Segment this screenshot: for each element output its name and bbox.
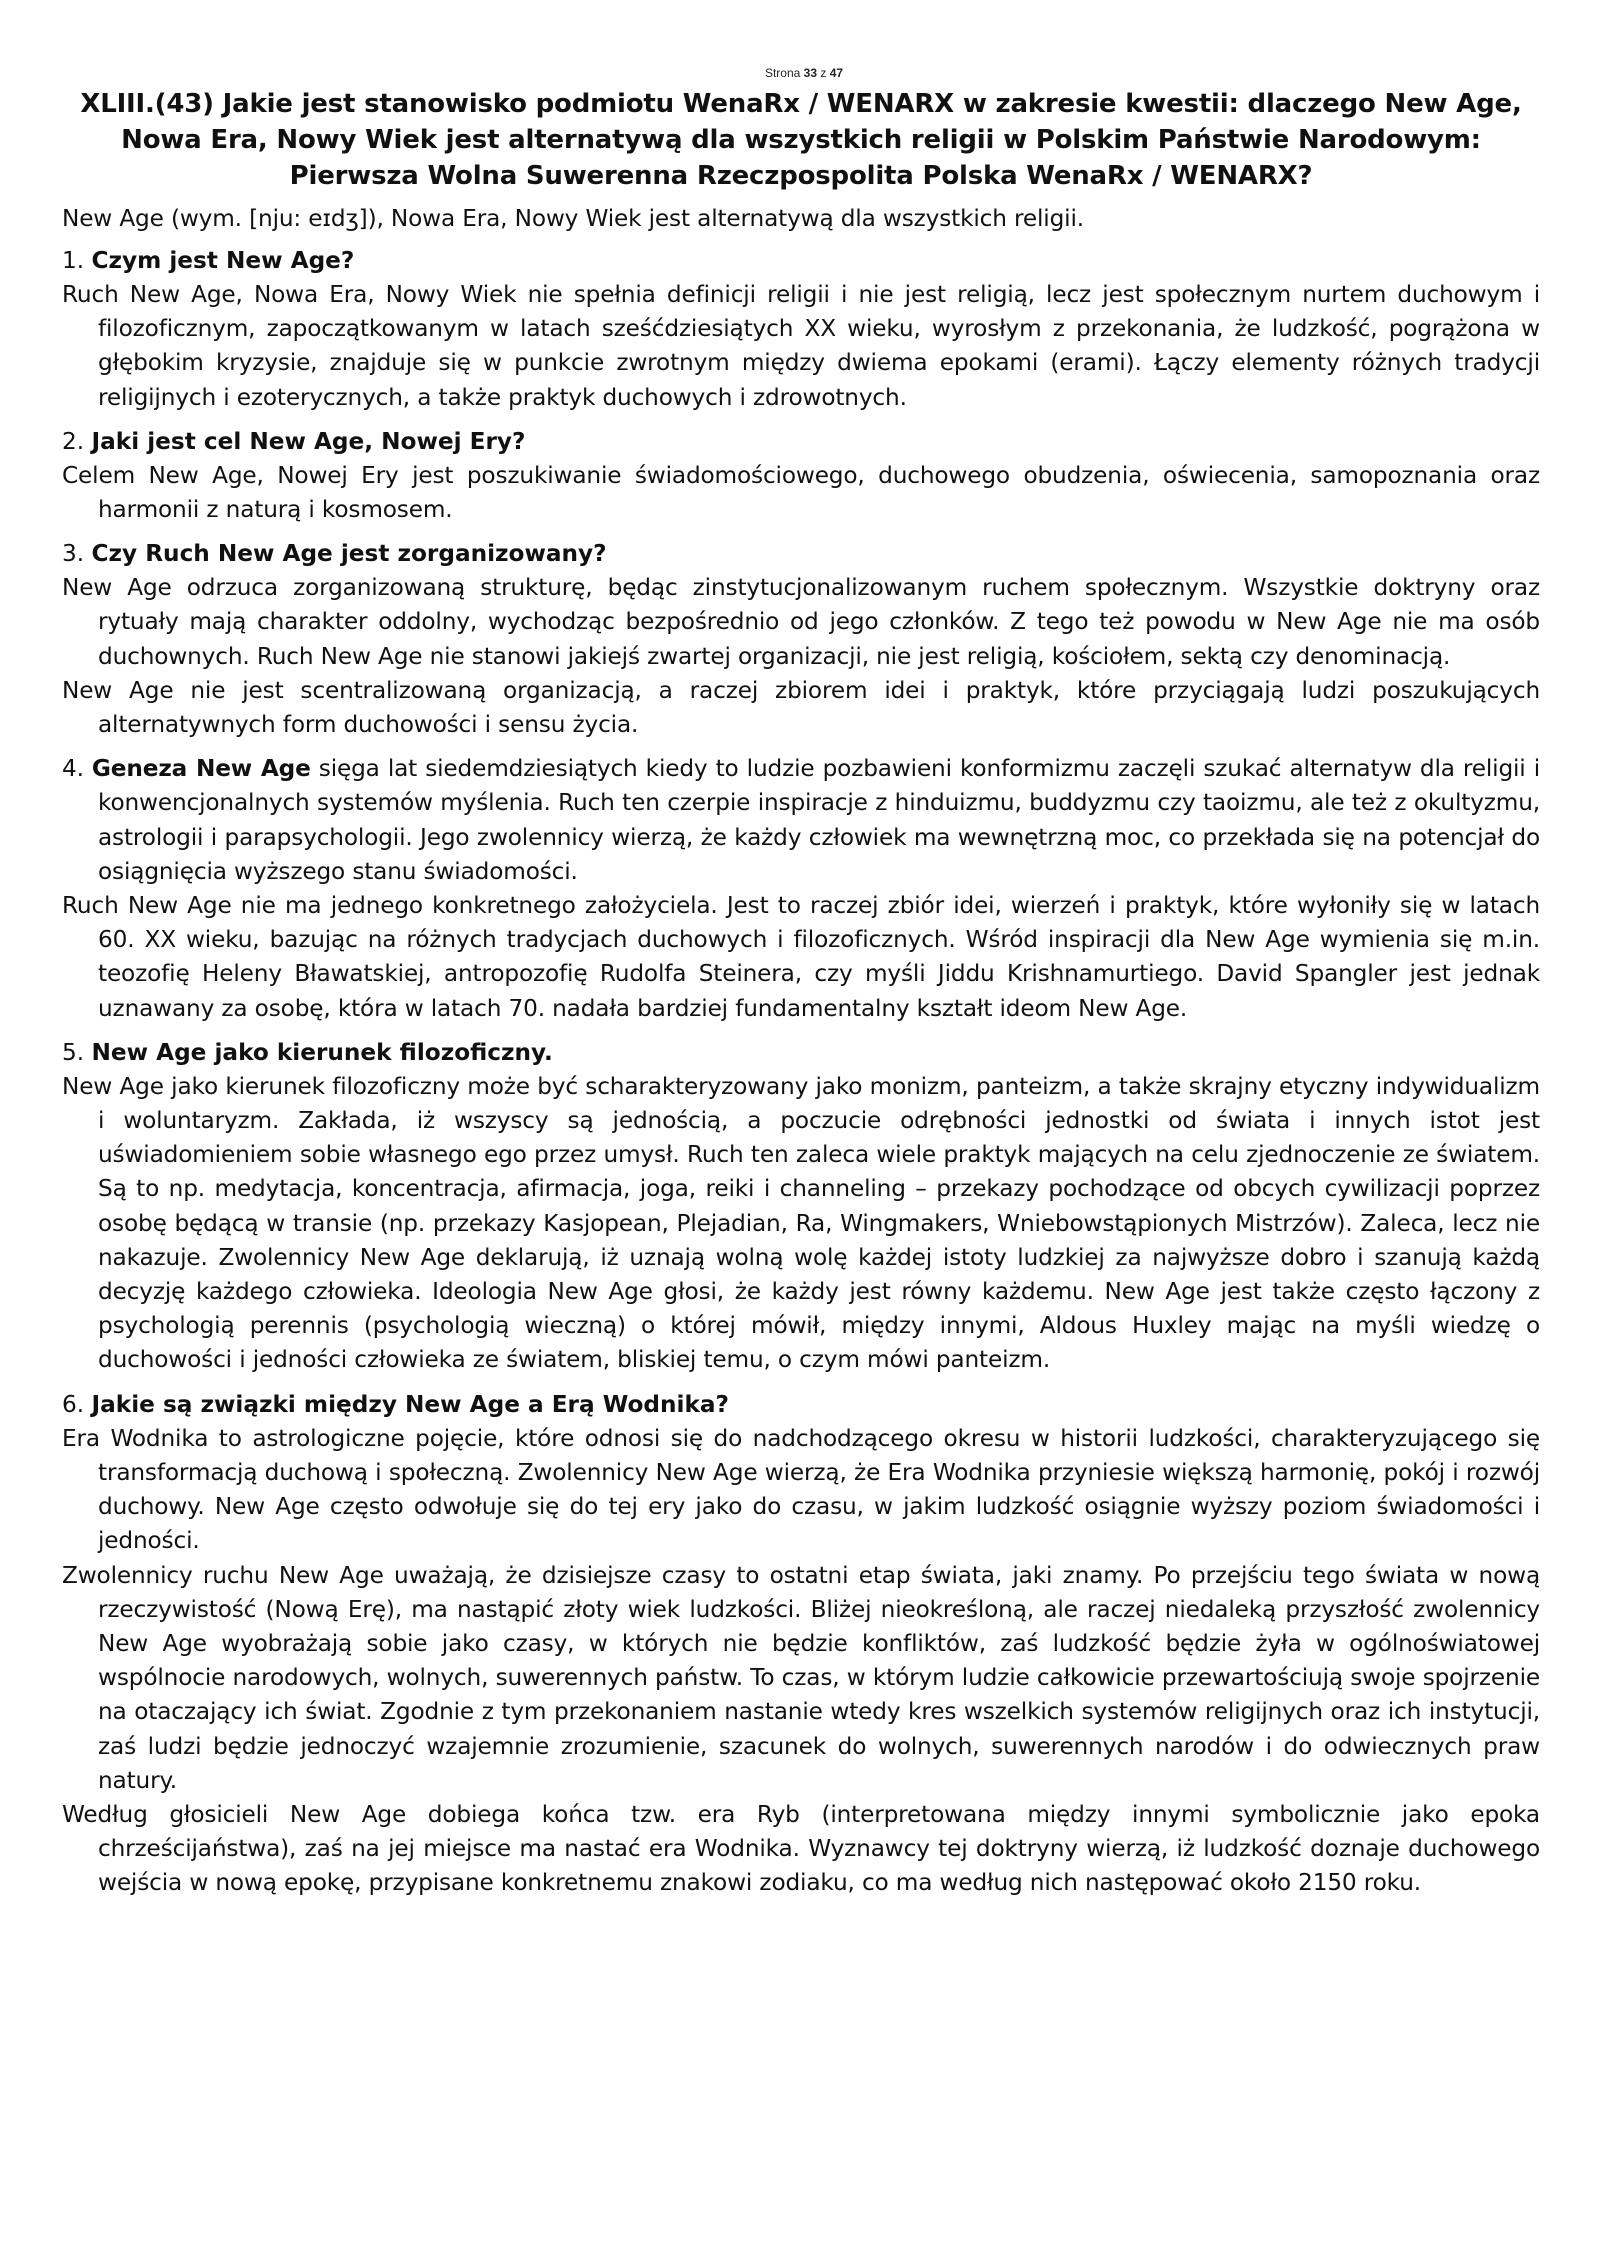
section-lead-paragraph bbox=[62, 752, 1540, 889]
section-6 bbox=[62, 1388, 1540, 1901]
section-number: 6. bbox=[62, 1390, 85, 1418]
section-number: 1. bbox=[62, 247, 85, 274]
paragraph: Zwolennicy ruchu New Age uważają, że dzisiejsze czasy to ostatni etap świata, jaki znamy. Po przejściu tego świata w nową rzeczywistość (Nową Erę), ma nastąpić złoty wiek ludzkości. Bliżej nieokreśloną, ale raczej niedaleką przyszłość zwolennicy New Age wyobrażają sobie jako czasy, w których nie będzie konfliktów, zaś ludzkość będzie żyła w ogólnoświatowej wspólnocie narodowych, wolnych, suwerennych państw. To czas, w którym ludzie całkowicie przewartościują swoje spojrzenie na otaczający ich świat. Zgodnie z tym przekonaniem nastanie wtedy kres wszelkich systemów religijnych oraz ich instytucji, zaś ludzi będzie jednoczyć wzajemnie zrozumienie, szacunek do wolnych, suwerennych narodów i do odwiecznych praw natury. bbox=[62, 1561, 1540, 1794]
section-heading-text: Czym jest New Age? bbox=[91, 247, 355, 274]
paragraph: Ruch New Age nie ma jednego konkretnego założyciela. Jest to raczej zbiór idei, wierzeń i praktyk, które wyłoniły się w latach 60. XX wieku, bazując na różnych tradycjach duchowych i filozoficznych. Wśród inspiracji dla New Age wymienia się m.in. teozofię Heleny Bławatskiej, antropozofię Rudolfa Steinera, czy myśli Jiddu Krishnamurtiego. David Spangler jest jednak uznawany za osobę, która w latach 70. nadała bardziej fundamentalny kształt ideom New Age. bbox=[62, 892, 1540, 1022]
section-number: 4. bbox=[62, 755, 84, 783]
section-heading bbox=[62, 425, 1540, 459]
intro-paragraph: New Age (wym. [nju: eɪdʒ]), Nowa Era, Nowy Wiek jest alternatywą dla wszystkich religii. bbox=[62, 205, 1084, 232]
section-3 bbox=[62, 537, 1540, 742]
section-heading bbox=[62, 244, 1540, 278]
paragraph: New Age odrzuca zorganizowaną strukturę, będąc zinstytucjonalizowanym ruchem społecznym. Wszystkie doktryny oraz rytuały mają charakter oddolny, wychodząc bezpośrednio od jego członków. Z tego też powodu w New Age nie ma osób duchownych. Ruch New Age nie stanowi jakiejś zwartej organizacji, nie jest religią, kościołem, sektą czy denominacją. bbox=[62, 574, 1540, 670]
paragraph: Celem New Age, Nowej Ery jest poszukiwanie świadomościowego, duchowego obudzenia, oświecenia, samopoznania oraz harmonii z naturą i kosmosem. bbox=[62, 461, 1540, 524]
paragraph: Według głosicieli New Age dobiega końca tzw. era Ryb (interpretowana między innymi symbolicznie jako epoka chrześcijaństwa), zaś na jej miejsce ma nastać era Wodnika. Wyznawcy tej doktryny wierzą, iż ludzkość doznaje duchowego wejścia w nową epokę, przypisane konkretnemu znakowi zodiaku, co ma według nich następować około 2150 roku. bbox=[62, 1800, 1540, 1897]
section-1 bbox=[62, 244, 1540, 415]
paragraph: New Age jako kierunek filozoficzny może być scharakteryzowany jako monizm, panteizm, a także skrajny etyczny indywidualizm i woluntaryzm. Zakłada, iż wszyscy są jednością, a poczucie odrębności jednostki od świata i innych istot jest uświadomieniem sobie własnego ego przez umysł. Ruch ten zaleca wiele praktyk mających na celu zjednoczenie ze światem. Są to np. medytacja, koncentracja, afirmacja, joga, reiki i channeling – przekazy pochodzące od obcych cywilizacji poprzez osobę będącą w transie (np. przekazy Kasjopean, Plejadian, Ra, Wingmakers, Wniebowstąpionych Mistrzów). Zaleca, lecz nie nakazuje. Zwolennicy New Age deklarują, iż uznają wolną wolę każdej istoty ludzkiej za najwyższe dobro i szanują każdą decyzję każdego człowieka. Ideologia New Age głosi, że każdy jest równy każdemu. New Age jest także często łączony z psychologią perennis (psychologią wieczną) o której mówił, między innymi, Aldous Huxley mając na myśli wiedzę o duchowości i jedności człowieka ze światem, bliskiej temu, o czym mówi panteizm. bbox=[62, 1072, 1540, 1374]
paragraph: Ruch New Age, Nowa Era, Nowy Wiek nie spełnia definicji religii i nie jest religią, lecz jest społecznym nurtem duchowym i filozoficznym, zapoczątkowanym w latach sześćdziesiątych XX wieku, wyrosłym z przekonania, że ludzkość, pogrążona w głębokim kryzysie, znajduje się w punkcie zwrotnym między dwiema epokami (erami). Łączy elementy różnych tradycji religijnych i ezoterycznych, a także praktyk duchowych i zdrowotnych. bbox=[62, 281, 1540, 411]
section-number: 2. bbox=[62, 427, 85, 455]
section-heading-text: Jaki jest cel New Age, Nowej Ery? bbox=[91, 427, 526, 455]
section-heading-text: New Age jako kierunek filozoficzny. bbox=[91, 1038, 553, 1066]
section-number: 5. bbox=[62, 1038, 85, 1066]
section-number: 3. bbox=[62, 540, 85, 568]
section-5 bbox=[62, 1036, 1540, 1378]
page-number-prefix: Strona bbox=[764, 66, 801, 80]
document-page bbox=[62, 66, 1540, 1911]
section-heading bbox=[62, 1036, 1540, 1070]
section-heading-text: Jakie są związki między New Age a Erą Wodnika? bbox=[91, 1390, 729, 1418]
section-4 bbox=[62, 752, 1540, 1026]
section-lead-text: sięga lat siedemdziesiątych kiedy to ludzie pozbawieni konformizmu zaczęli szukać alternatyw dla religii i konwencjonalnych systemów myślenia. Ruch ten czerpie inspiracje z hinduizmu, buddyzmu czy taoizmu, ale też z okultyzmu, astrologii i parapsychologii. Jego zwolennicy wierzą, że każdy człowiek ma wewnętrzną moc, co przekłada się na potencjał do osiągnięcia wyższego stanu świadomości. bbox=[98, 755, 1540, 885]
paragraph: New Age nie jest scentralizowaną organizacją, a raczej zbiorem idei i praktyk, które przyciągają ludzi poszukujących alternatywnych form duchowości i sensu życia. bbox=[62, 676, 1540, 739]
section-heading-text: Geneza New Age bbox=[91, 755, 311, 783]
document-title: XLIII.(43) Jakie jest stanowisko podmiotu WenaRx / WENARX w zakresie kwestii: dlaczego New Age, Nowa Era, Nowy Wiek jest alternatywą dla wszystkich religii w Polskim Państwie Narodowym: Pierwsza Wolna Suwerenna Rzeczpospolita Polska WenaRx / WENARX? bbox=[80, 89, 1522, 191]
paragraph: Era Wodnika to astrologiczne pojęcie, które odnosi się do nadchodzącego okresu w historii ludzkości, charakteryzującego się transformacją duchową i społeczną. Zwolennicy New Age wierzą, że Era Wodnika przyniesie większą harmonię, pokój i rozwój duchowy. New Age często odwołuje się do tej ery jako do czasu, w jakim ludzkość osiągnie wyższy poziom świadomości i jedności. bbox=[62, 1424, 1540, 1555]
section-heading bbox=[62, 1388, 1540, 1422]
page-number-total: 47 bbox=[829, 66, 844, 80]
section-2 bbox=[62, 425, 1540, 527]
page-number-current: 33 bbox=[803, 66, 817, 80]
section-heading bbox=[62, 537, 1540, 571]
page-number bbox=[68, 66, 1540, 80]
section-heading-text: Czy Ruch New Age jest zorganizowany? bbox=[91, 540, 607, 568]
page-number-separator: z bbox=[820, 66, 827, 80]
